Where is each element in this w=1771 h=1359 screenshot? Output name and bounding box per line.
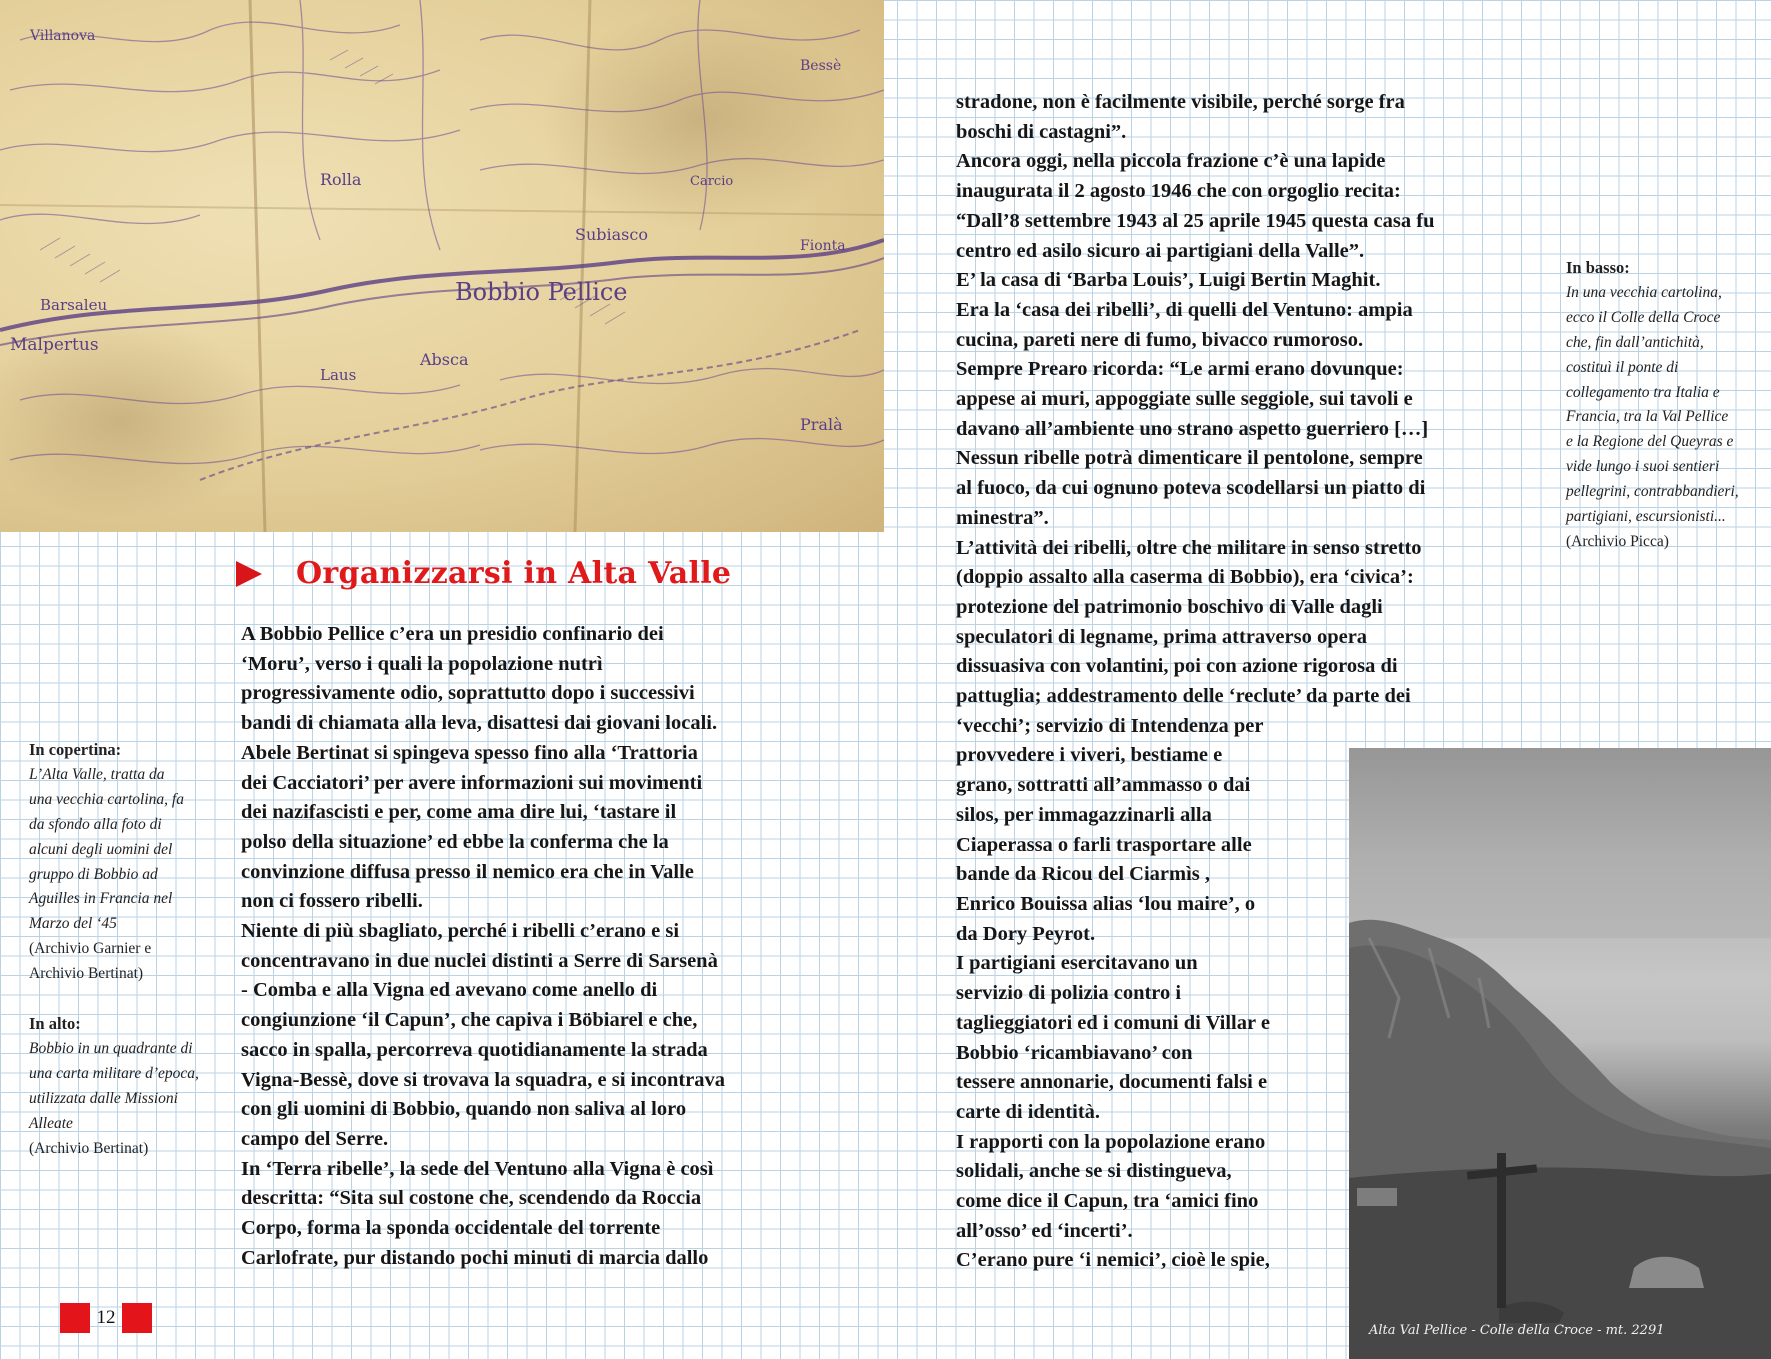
caption-line: ecco il Colle della Croce bbox=[1566, 308, 1721, 326]
caption-top bbox=[29, 1012, 199, 1161]
text-line: C’erano pure ‘i nemici’, cioè le spie, bbox=[956, 1249, 1270, 1272]
text-line: con gli uomini di Bobbio, quando non saliva al loro bbox=[241, 1098, 687, 1121]
text-line: da Dory Peyrot. bbox=[956, 922, 1096, 945]
text-line: Nessun ribelle potrà dimenticare il pentolone, sempre bbox=[956, 447, 1423, 470]
military-map-image bbox=[0, 0, 884, 532]
map-label: Barsaleu bbox=[40, 296, 108, 314]
caption-source: (Archivio Picca) bbox=[1566, 532, 1669, 550]
caption-line: e la Regione del Queyras e bbox=[1566, 433, 1734, 451]
text-line: Sempre Prearo ricorda: “Le armi erano dovunque: bbox=[956, 358, 1404, 381]
caption-source: (Archivio Garnier e bbox=[29, 940, 152, 958]
caption-line: da sfondo alla foto di bbox=[29, 815, 162, 833]
text-line: convinzione diffusa presso il nemico era che in Valle bbox=[241, 860, 694, 883]
section-heading bbox=[236, 556, 731, 591]
caption-line: L’Alta Valle, tratta da bbox=[29, 765, 165, 783]
page-number-left-square bbox=[60, 1303, 90, 1333]
text-line: I partigiani esercitavano un bbox=[956, 952, 1198, 975]
caption-line: gruppo di Bobbio ad bbox=[29, 865, 158, 883]
page-number-text: 12 bbox=[96, 1307, 116, 1328]
section-heading-text: Organizzarsi in Alta Valle bbox=[296, 556, 732, 591]
text-line: bande da Ricou del Ciarmìs , bbox=[956, 863, 1210, 886]
text-line: congiunzione ‘il Capun’, che capiva i Böbiarel e che, bbox=[241, 1009, 698, 1032]
caption-line: collegamento tra Italia e bbox=[1566, 383, 1720, 401]
caption-line: Alleate bbox=[29, 1114, 73, 1132]
text-line: protezione del patrimonio boschivo di Valle dagli bbox=[956, 595, 1383, 618]
map-label: Absca bbox=[420, 350, 469, 369]
caption-title: In copertina: bbox=[29, 740, 122, 759]
caption-line: vide lungo i suoi sentieri bbox=[1566, 458, 1720, 476]
caption-bottom bbox=[1566, 256, 1739, 555]
text-line: In ‘Terra ribelle’, la sede del Ventuno alla Vigna è così bbox=[241, 1157, 714, 1180]
text-line: Era la ‘casa dei ribelli’, di quelli del Ventuno: ampia bbox=[956, 298, 1413, 321]
caption-line: alcuni degli uomini del bbox=[29, 840, 173, 858]
text-line: centro ed asilo sicuro ai partigiani della Valle”. bbox=[956, 239, 1365, 262]
article-column-1 bbox=[241, 620, 725, 1273]
text-line: ‘Moru’, verso i quali la popolazione nutrì bbox=[241, 652, 603, 675]
map-label: Subiasco bbox=[575, 225, 648, 244]
text-line: Abele Bertinat si spingeva spesso fino alla ‘Trattoria bbox=[241, 741, 698, 764]
caption-title: In basso: bbox=[1566, 258, 1630, 277]
caption-line: Bobbio in un quadrante di bbox=[29, 1039, 193, 1057]
caption-title: In alto: bbox=[29, 1014, 81, 1033]
text-line: stradone, non è facilmente visibile, perché sorge fra bbox=[956, 91, 1405, 113]
right-triangle-icon bbox=[236, 561, 262, 587]
caption-line: una carta militare d’epoca, bbox=[29, 1064, 199, 1082]
text-line: Enrico Bouissa alias ‘lou maire’, o bbox=[956, 892, 1256, 915]
text-line: speculatori di legname, prima attraverso opera bbox=[956, 625, 1368, 648]
caption-line: In una vecchia cartolina, bbox=[1566, 283, 1722, 301]
text-line: Niente di più sbagliato, perché i ribelli c’erano e si bbox=[241, 920, 680, 943]
text-line: taglieggiatori ed i comuni di Villar e bbox=[956, 1011, 1270, 1034]
text-line: cucina, pareti nere di fumo, bivacco rumoroso. bbox=[956, 328, 1364, 351]
caption-line: Aguilles in Francia nel bbox=[29, 890, 173, 908]
text-line: carte di identità. bbox=[956, 1100, 1101, 1123]
photo-inscription: Alta Val Pellice - Colle della Croce - mt. 2291 bbox=[1369, 1323, 1665, 1338]
text-line: “Dall’8 settembre 1943 al 25 aprile 1945 questa casa fu bbox=[956, 209, 1435, 232]
text-line: Ciaperassa o farli trasportare alle bbox=[956, 833, 1252, 856]
text-line: boschi di castagni”. bbox=[956, 120, 1127, 143]
text-line: silos, per immagazzinarli alla bbox=[956, 803, 1212, 826]
text-line: descritta: “Sita sul costone che, scendendo da Roccia bbox=[241, 1187, 702, 1210]
text-line: grano, sottratti all’ammasso o dai bbox=[956, 774, 1251, 797]
text-line: come dice il Capun, tra ‘amici fino bbox=[956, 1190, 1259, 1213]
text-line: Carlofrate, pur distando pochi minuti di marcia dallo bbox=[241, 1246, 709, 1269]
caption-source: (Archivio Bertinat) bbox=[29, 1139, 149, 1157]
caption-source: Archivio Bertinat) bbox=[29, 965, 144, 983]
text-line: inaugurata il 2 agosto 1946 che con orgoglio recita: bbox=[956, 180, 1401, 203]
text-line: campo del Serre. bbox=[241, 1127, 389, 1150]
text-line: non ci fossero ribelli. bbox=[241, 890, 423, 913]
map-label: Rolla bbox=[320, 170, 362, 189]
text-line: Corpo, forma la sponda occidentale del torrente bbox=[241, 1217, 661, 1240]
text-line: al fuoco, da cui ognuno poteva scodellarsi un piatto di bbox=[956, 477, 1426, 500]
text-line: progressivamente odio, soprattutto dopo i successivi bbox=[241, 682, 695, 705]
map-label: Laus bbox=[320, 366, 357, 384]
text-line: pattuglia; addestramento delle ‘reclute’ da parte dei bbox=[956, 685, 1411, 708]
caption-line: una vecchia cartolina, fa bbox=[29, 790, 184, 808]
map-label: Carcio bbox=[690, 174, 734, 189]
caption-line: Marzo del ‘45 bbox=[29, 915, 117, 933]
caption-line: Francia, tra la Val Pellice bbox=[1566, 408, 1729, 426]
caption-line: partigiani, escursionisti... bbox=[1566, 508, 1726, 526]
page-number-right-square bbox=[122, 1303, 152, 1333]
text-line: minestra”. bbox=[956, 506, 1049, 529]
text-line: A Bobbio Pellice c’era un presidio confinario dei bbox=[241, 623, 664, 645]
text-line: polso della situazione’ ed ebbe la conferma che la bbox=[241, 830, 669, 853]
text-line: tessere annonarie, documenti falsi e bbox=[956, 1071, 1268, 1094]
text-line: I rapporti con la popolazione erano bbox=[956, 1130, 1266, 1153]
text-line: servizio di polizia contro i bbox=[956, 982, 1182, 1005]
text-line: dissuasiva con volantini, poi con azione rigorosa di bbox=[956, 655, 1398, 678]
text-line: bandi di chiamata alla leva, disattesi dai giovani locali. bbox=[241, 712, 718, 735]
text-line: E’ la casa di ‘Barba Louis’, Luigi Bertin Maghit. bbox=[956, 269, 1381, 292]
text-line: davano all’ambiente uno strano aspetto guerriero […] bbox=[956, 417, 1429, 440]
text-line: concentravano in due nuclei distinti a Serre di Sarsenà bbox=[241, 949, 718, 972]
text-line: Bobbio ‘ricambiavano’ con bbox=[956, 1041, 1193, 1064]
text-line: all’osso’ ed ‘incerti’. bbox=[956, 1219, 1133, 1242]
map-label: Fionta bbox=[800, 238, 846, 254]
text-line: - Comba e alla Vigna ed avevano come anello di bbox=[241, 979, 658, 1002]
caption-line: utilizzata dalle Missioni bbox=[29, 1089, 178, 1107]
text-line: provvedere i viveri, bestiame e bbox=[956, 744, 1223, 767]
text-line: dei Cacciatori’ per avere informazioni sui movimenti bbox=[241, 771, 703, 794]
caption-line: che, fin dall’antichità, bbox=[1566, 333, 1704, 351]
map-label: Pralà bbox=[800, 415, 843, 434]
map-label: Bessè bbox=[800, 58, 842, 74]
text-line: L’attività dei ribelli, oltre che militare in senso stretto bbox=[956, 536, 1422, 559]
text-line: sacco in spalla, percorreva quotidianamente la strada bbox=[241, 1038, 708, 1061]
caption-line: costituì il ponte di bbox=[1566, 358, 1679, 376]
text-line: Ancora oggi, nella piccola frazione c’è una lapide bbox=[956, 150, 1386, 173]
colle-della-croce-photo bbox=[1349, 748, 1771, 1359]
text-line: appese ai muri, appoggiate sulle seggiole, sui tavoli e bbox=[956, 388, 1413, 411]
caption-line: pellegrini, contrabbandieri, bbox=[1566, 483, 1739, 501]
text-line: dei nazifascisti e per, come ama dire lui, ‘tastare il bbox=[241, 801, 677, 824]
text-line: ‘vecchi’; servizio di Intendenza per bbox=[956, 714, 1264, 737]
text-line: Vigna-Bessè, dove si trovava la squadra, e si incontrava bbox=[241, 1068, 726, 1091]
text-line: solidali, anche se si distingueva, bbox=[956, 1160, 1232, 1183]
caption-cover bbox=[29, 738, 184, 987]
page-number bbox=[60, 1303, 152, 1333]
map-label-bobbio: Bobbio Pellice bbox=[455, 278, 628, 306]
map-label: Malpertus bbox=[10, 335, 99, 355]
text-line: (doppio assalto alla caserma di Bobbio), era ‘civica’: bbox=[956, 566, 1414, 589]
map-label: Villanova bbox=[30, 28, 96, 44]
